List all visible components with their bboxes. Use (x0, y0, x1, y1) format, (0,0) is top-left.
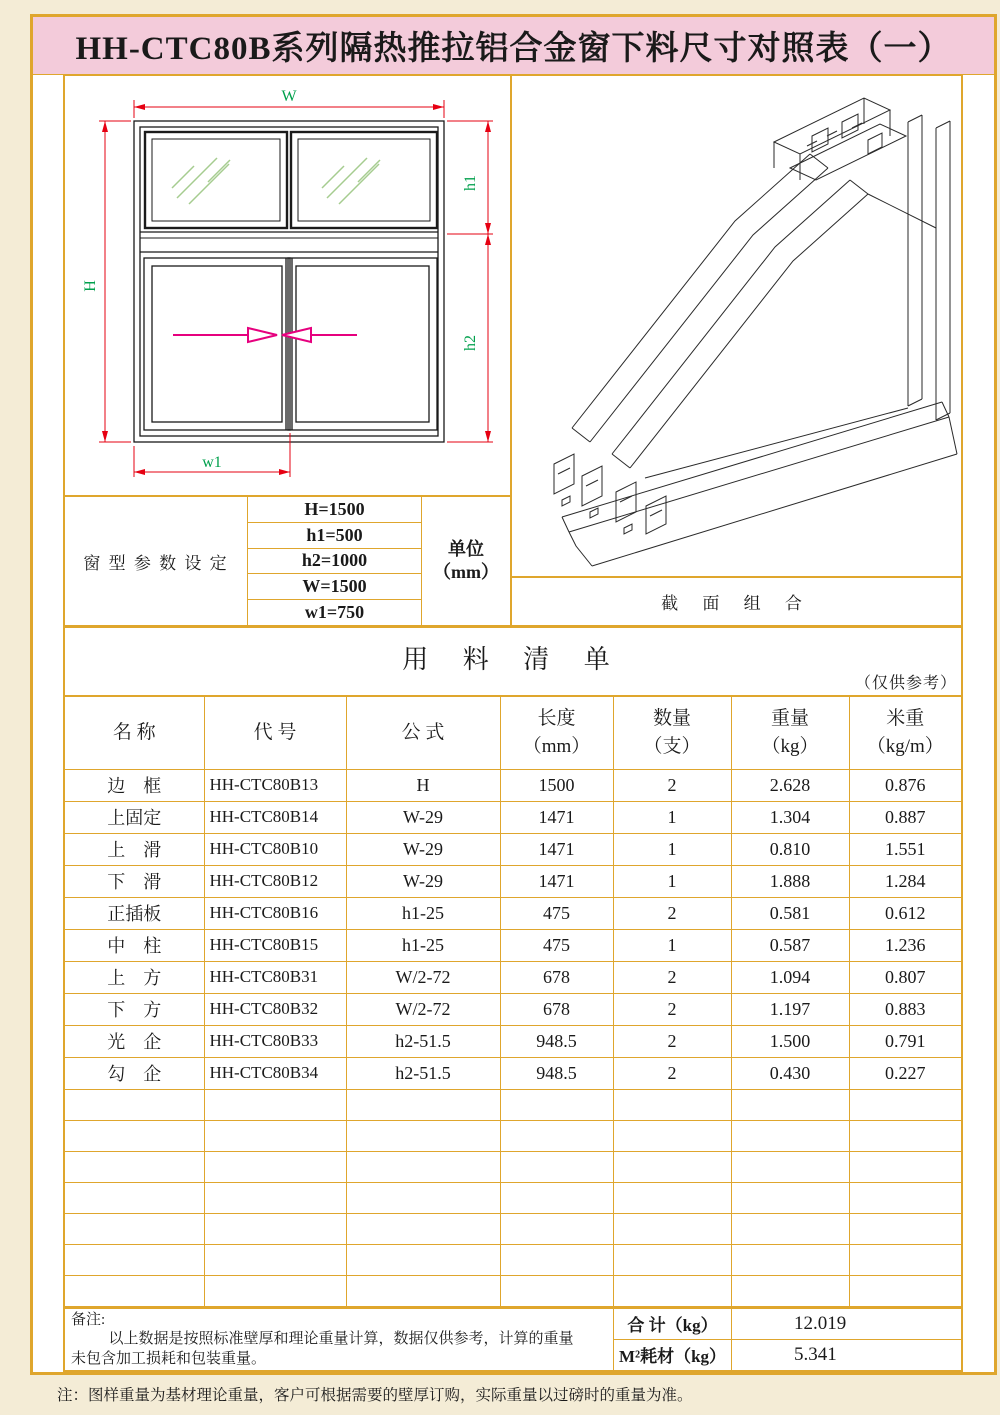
empty-cell (731, 1151, 849, 1182)
empty-cell (731, 1182, 849, 1213)
glass-hatch (172, 158, 380, 204)
cell-per-meter: 0.791 (849, 1025, 961, 1057)
cell-formula: h1-25 (346, 897, 500, 929)
header-weight: 重量 （kg） (731, 697, 849, 769)
empty-cell (346, 1244, 500, 1275)
dim-label-h: H (82, 280, 99, 292)
cell-weight: 0.587 (731, 929, 849, 961)
cell-code: HH-CTC80B10 (204, 833, 346, 865)
empty-cell (346, 1151, 500, 1182)
total-label: 合 计（kg） (614, 1309, 732, 1339)
empty-cell (500, 1151, 613, 1182)
empty-cell (731, 1244, 849, 1275)
empty-cell (849, 1182, 961, 1213)
empty-cell (65, 1089, 204, 1120)
cell-weight: 0.430 (731, 1057, 849, 1089)
remark-line2: 未包含加工损耗和包装重量。 (71, 1351, 267, 1368)
empty-row (65, 1120, 961, 1151)
page-title: HH-CTC80B系列隔热推拉铝合金窗下料尺寸对照表（一） (75, 31, 952, 67)
cell-name: 下 方 (65, 993, 204, 1025)
total-row (614, 1309, 961, 1340)
window-frame (134, 121, 444, 442)
cell-name: 光 企 (65, 1025, 204, 1057)
empty-cell (849, 1213, 961, 1244)
cell-length: 678 (500, 961, 613, 993)
param-H: H=1500 (248, 497, 421, 523)
cell-weight: 0.581 (731, 897, 849, 929)
empty-cell (65, 1151, 204, 1182)
cell-name: 上 方 (65, 961, 204, 993)
empty-cell (500, 1213, 613, 1244)
spec-sheet (30, 14, 997, 1375)
empty-cell (346, 1182, 500, 1213)
header-per-meter: 米重 （kg/m） (849, 697, 961, 769)
cell-per-meter: 1.284 (849, 865, 961, 897)
table-header-row (65, 697, 961, 769)
empty-cell (65, 1244, 204, 1275)
param-values (248, 497, 422, 625)
cell-formula: h1-25 (346, 929, 500, 961)
cell-formula: h2-51.5 (346, 1057, 500, 1089)
cell-name: 边 框 (65, 769, 204, 801)
cell-code: HH-CTC80B33 (204, 1025, 346, 1057)
table-row (65, 801, 961, 833)
empty-cell (65, 1275, 204, 1306)
cell-qty: 2 (613, 1057, 731, 1089)
empty-cell (204, 1213, 346, 1244)
cell-qty: 2 (613, 897, 731, 929)
header-name: 名 称 (65, 697, 204, 769)
cell-per-meter: 0.876 (849, 769, 961, 801)
cell-length: 678 (500, 993, 613, 1025)
cell-formula: W-29 (346, 865, 500, 897)
empty-row (65, 1244, 961, 1275)
cell-weight: 1.500 (731, 1025, 849, 1057)
cell-weight: 1.888 (731, 865, 849, 897)
top-section (65, 76, 961, 628)
cell-code: HH-CTC80B13 (204, 769, 346, 801)
table-row (65, 961, 961, 993)
empty-row (65, 1275, 961, 1306)
header-code: 代 号 (204, 697, 346, 769)
param-w1: w1=750 (304, 602, 365, 623)
cell-formula: W-29 (346, 833, 500, 865)
cell-formula: W/2-72 (346, 993, 500, 1025)
cell-formula: W-29 (346, 801, 500, 833)
empty-cell (500, 1275, 613, 1306)
table-row (65, 865, 961, 897)
cell-weight: 1.094 (731, 961, 849, 993)
cell-qty: 1 (613, 833, 731, 865)
empty-cell (731, 1213, 849, 1244)
cell-weight: 1.304 (731, 801, 849, 833)
empty-cell (500, 1089, 613, 1120)
empty-cell (65, 1120, 204, 1151)
table-row (65, 993, 961, 1025)
table-row (65, 897, 961, 929)
empty-cell (849, 1151, 961, 1182)
cell-per-meter: 0.612 (849, 897, 961, 929)
dim-label-h1: h1 (462, 175, 479, 191)
cell-code: HH-CTC80B32 (204, 993, 346, 1025)
cell-qty: 2 (613, 961, 731, 993)
cell-per-meter: 0.887 (849, 801, 961, 833)
empty-cell (204, 1244, 346, 1275)
empty-cell (204, 1275, 346, 1306)
cell-code: HH-CTC80B16 (204, 897, 346, 929)
empty-cell (346, 1213, 500, 1244)
empty-cell (613, 1275, 731, 1306)
cell-per-meter: 0.227 (849, 1057, 961, 1089)
cell-qty: 2 (613, 769, 731, 801)
table-row (65, 769, 961, 801)
section-column (512, 76, 961, 625)
header-length: 长度 （mm） (500, 697, 613, 769)
cell-code: HH-CTC80B14 (204, 801, 346, 833)
cell-per-meter: 1.551 (849, 833, 961, 865)
remark-label: 备注: (71, 1311, 106, 1328)
page-footnote: 注：图样重量为基材理论重量，客户可根据需要的壁厚订购，实际重量以过磅时的重量为准。 (57, 1387, 693, 1404)
dim-label-w: W (281, 88, 297, 105)
bottom-section (65, 1307, 961, 1370)
cell-length: 1471 (500, 833, 613, 865)
empty-cell (346, 1120, 500, 1151)
empty-cell (613, 1120, 731, 1151)
unit-line2: （mm） (433, 562, 499, 582)
table-row (65, 833, 961, 865)
empty-cell (500, 1244, 613, 1275)
empty-cell (500, 1182, 613, 1213)
unit-line1: 单位 (448, 538, 484, 559)
empty-cell (65, 1213, 204, 1244)
isometric-profile-assembly (554, 98, 957, 566)
title-bar (33, 17, 994, 75)
cell-name: 上固定 (65, 801, 204, 833)
empty-cell (731, 1089, 849, 1120)
header-qty: 数量 （支） (613, 697, 731, 769)
cell-name: 下 滑 (65, 865, 204, 897)
empty-cell (204, 1089, 346, 1120)
cell-per-meter: 0.807 (849, 961, 961, 993)
table-row (65, 1025, 961, 1057)
materials-table (65, 697, 961, 1307)
cell-qty: 2 (613, 1025, 731, 1057)
cell-qty: 1 (613, 801, 731, 833)
cell-length: 1500 (500, 769, 613, 801)
cell-qty: 2 (613, 993, 731, 1025)
cell-weight: 2.628 (731, 769, 849, 801)
empty-cell (613, 1151, 731, 1182)
cell-formula: W/2-72 (346, 961, 500, 993)
empty-cell (613, 1089, 731, 1120)
per-sqm-row (614, 1340, 961, 1370)
cell-length: 1471 (500, 865, 613, 897)
empty-row (65, 1151, 961, 1182)
empty-cell (849, 1120, 961, 1151)
cell-length: 1471 (500, 801, 613, 833)
empty-cell (65, 1182, 204, 1213)
cell-code: HH-CTC80B34 (204, 1057, 346, 1089)
remark-line1: 以上数据是按照标准壁厚和理论重量计算，数据仅供参考，计算的重量 (108, 1331, 574, 1348)
cell-name: 正插板 (65, 897, 204, 929)
cell-code: HH-CTC80B12 (204, 865, 346, 897)
param-table-label: 窗 型 参 数 设 定 (65, 497, 248, 625)
empty-row (65, 1213, 961, 1244)
cell-name: 勾 企 (65, 1057, 204, 1089)
slide-arrows (173, 328, 357, 342)
cell-code: HH-CTC80B31 (204, 961, 346, 993)
empty-row (65, 1089, 961, 1120)
totals-box (614, 1309, 961, 1370)
cell-per-meter: 0.883 (849, 993, 961, 1025)
cell-weight: 0.810 (731, 833, 849, 865)
cell-length: 948.5 (500, 1057, 613, 1089)
cell-qty: 1 (613, 865, 731, 897)
window-diagram (65, 76, 510, 495)
empty-cell (731, 1275, 849, 1306)
empty-cell (346, 1275, 500, 1306)
remark-box (65, 1309, 614, 1370)
table-row (65, 1057, 961, 1089)
empty-cell (613, 1182, 731, 1213)
cell-length: 475 (500, 897, 613, 929)
empty-cell (204, 1151, 346, 1182)
empty-cell (204, 1120, 346, 1151)
cell-length: 475 (500, 929, 613, 961)
table-row (65, 929, 961, 961)
content-table (63, 74, 963, 1372)
reference-note: （仅供参考） (854, 675, 957, 693)
cell-qty: 1 (613, 929, 731, 961)
section-caption: 截 面 组 合 (512, 576, 961, 625)
empty-cell (731, 1120, 849, 1151)
cell-name: 中 柱 (65, 929, 204, 961)
cell-weight: 1.197 (731, 993, 849, 1025)
param-h1: h1=500 (248, 523, 421, 549)
empty-cell (500, 1120, 613, 1151)
param-h2: h2=1000 (248, 549, 421, 575)
empty-cell (849, 1244, 961, 1275)
cell-length: 948.5 (500, 1025, 613, 1057)
materials-list-title-row (65, 628, 961, 697)
empty-cell (204, 1182, 346, 1213)
param-W: W=1500 (248, 574, 421, 600)
cell-formula: h2-51.5 (346, 1025, 500, 1057)
empty-cell (613, 1213, 731, 1244)
window-parameters-table (65, 495, 510, 625)
profile-section-drawing (512, 76, 961, 576)
empty-cell (613, 1244, 731, 1275)
cell-code: HH-CTC80B15 (204, 929, 346, 961)
header-formula: 公 式 (346, 697, 500, 769)
window-diagram-column (65, 76, 512, 625)
cell-name: 上 滑 (65, 833, 204, 865)
empty-row (65, 1182, 961, 1213)
unit-cell (422, 497, 510, 625)
total-value: 12.019 (794, 1312, 847, 1334)
empty-cell (849, 1089, 961, 1120)
dim-label-h2: h2 (462, 335, 479, 351)
per-sqm-value: 5.341 (794, 1343, 837, 1365)
dim-label-w1: w1 (202, 454, 222, 471)
empty-cell (849, 1275, 961, 1306)
cell-formula: H (346, 769, 500, 801)
materials-list-title: 用 料 清 单 (402, 645, 624, 675)
cell-per-meter: 1.236 (849, 929, 961, 961)
per-sqm-label: M²耗材（kg） (614, 1340, 732, 1370)
empty-cell (346, 1089, 500, 1120)
